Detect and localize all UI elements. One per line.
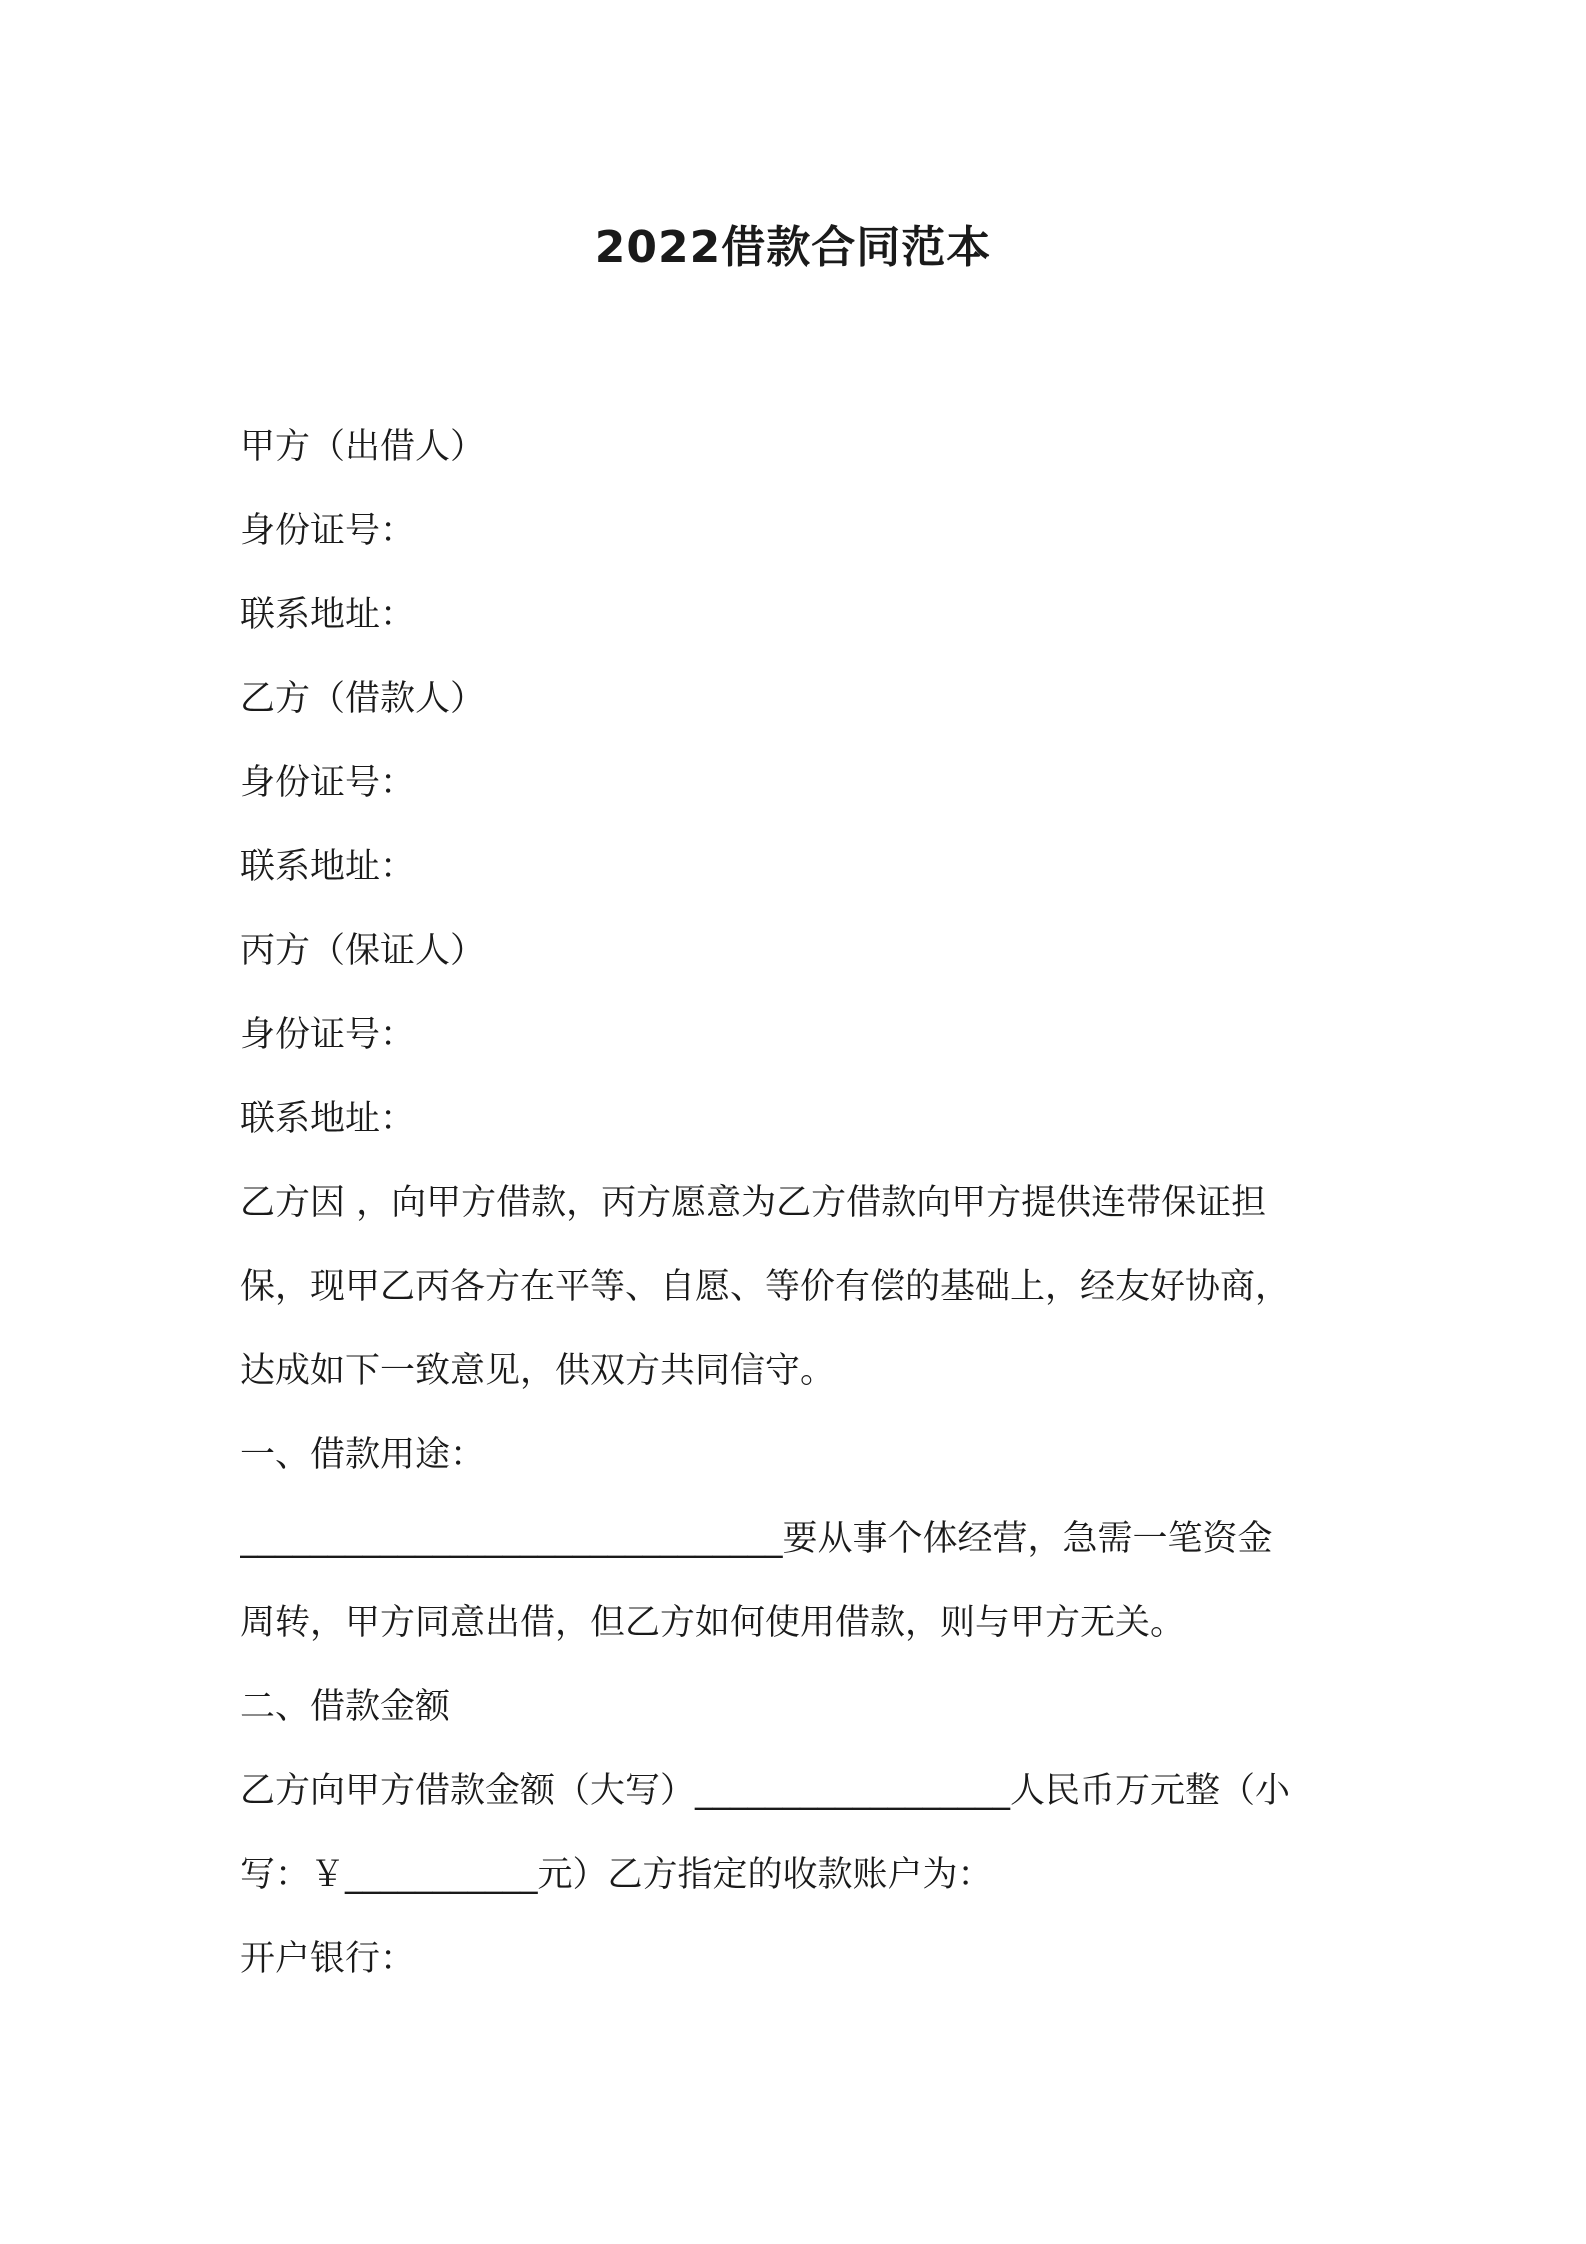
party-b-id-number: 身份证号： xyxy=(240,763,416,803)
document-title: 2022借款合同范本 xyxy=(594,222,992,273)
section-1-heading: 一、借款用途： xyxy=(240,1435,486,1475)
party-c-heading: 丙方（保证人） xyxy=(240,931,486,971)
party-a-heading: 甲方（出借人） xyxy=(240,427,486,467)
bank-name-field: 开户银行： xyxy=(240,1939,416,1979)
preamble-line-1: 乙方因 ，向甲方借款，丙方愿意为乙方借款向甲方提供连带保证担 xyxy=(240,1183,1267,1223)
section-1-line-1: _______________________________要从事个体经营，急需一笔资金 xyxy=(240,1519,1273,1559)
party-b-heading: 乙方（借款人） xyxy=(240,679,486,719)
document-body xyxy=(240,405,1360,2001)
section-2-heading: 二、借款金额 xyxy=(240,1687,451,1727)
preamble-line-2: 保，现甲乙丙各方在平等、自愿、等价有偿的基础上，经友好协商， xyxy=(240,1267,1291,1307)
preamble-line-3: 达成如下一致意见，供双方共同信守。 xyxy=(240,1351,836,1391)
party-a-address: 联系地址： xyxy=(240,595,416,635)
section-1-line-2: 周转，甲方同意出借，但乙方如何使用借款，则与甲方无关。 xyxy=(240,1603,1186,1643)
section-2-line-1: 乙方向甲方借款金额（大写）__________________人民币万元整（小 xyxy=(240,1771,1291,1811)
party-b-address: 联系地址： xyxy=(240,847,416,887)
party-c-id-number: 身份证号： xyxy=(240,1015,416,1055)
party-c-address: 联系地址： xyxy=(240,1099,416,1139)
party-a-id-number: 身份证号： xyxy=(240,511,416,551)
section-2-line-2: 写：￥___________元）乙方指定的收款账户为： xyxy=(240,1855,993,1895)
